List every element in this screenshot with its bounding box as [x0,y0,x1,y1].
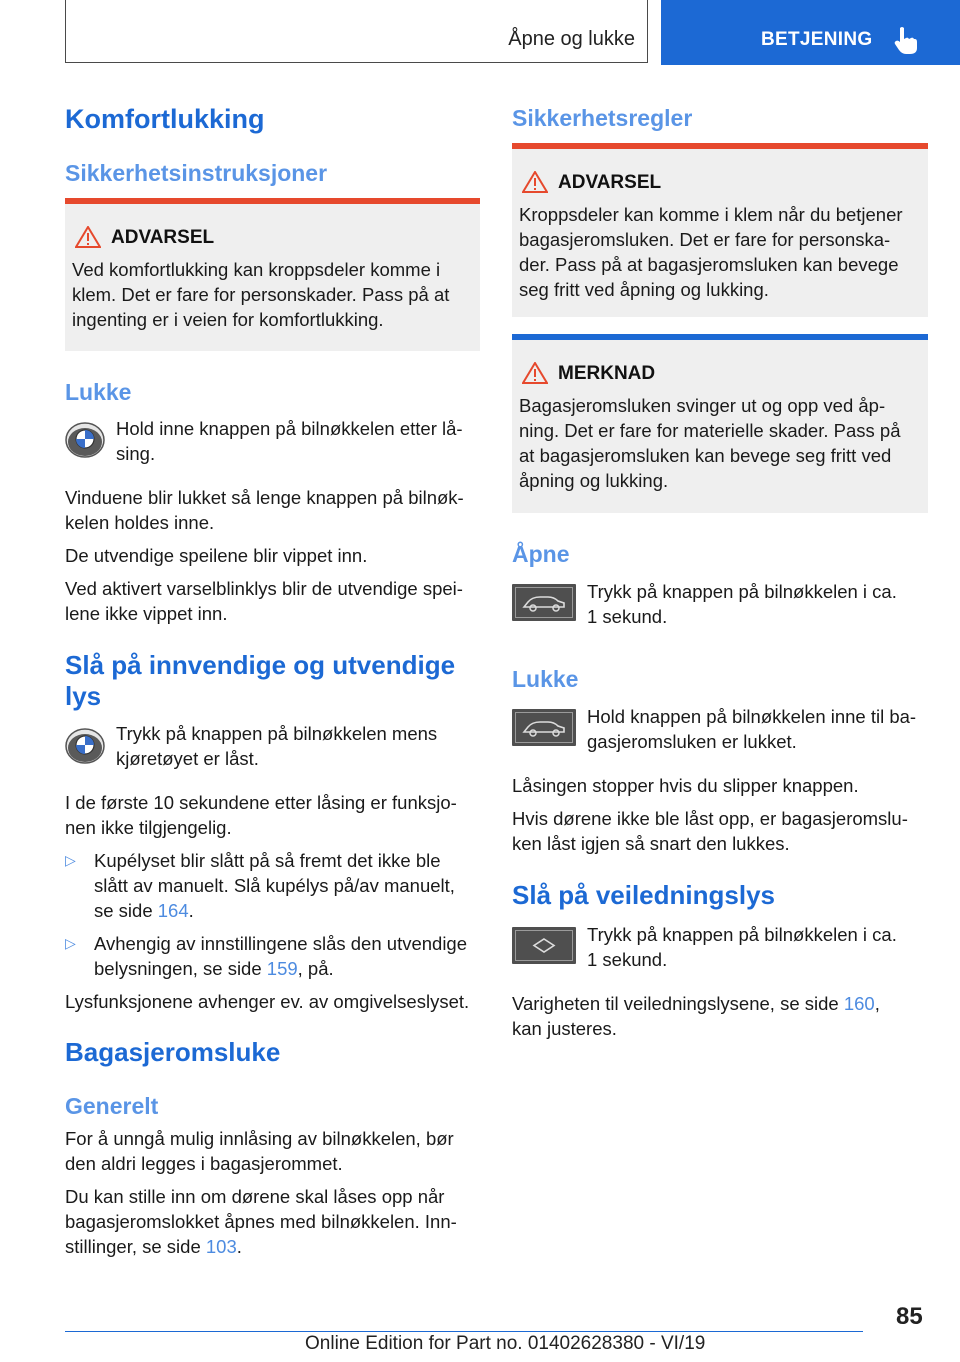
paragraph-line: kan justeres. [512,1018,617,1039]
lukke-text-line: sing. [116,443,156,464]
page-link-164[interactable]: 164 [157,900,189,921]
paragraph-line: Låsingen stopper hvis du slipper knappen. [512,775,859,796]
heading-generelt: Generelt [65,1093,159,1119]
warning-text-line: Kroppsdeler kan komme i klem når du betjener [519,204,903,225]
warning-text-line: bagasjeromsluken. Det er fare for personska- [519,229,891,250]
note-text-line: Bagasjeromsluken svinger ut og opp ved åp- [519,395,886,416]
bullet-triangle-icon: ▷ [65,852,76,868]
section-title: Åpne og lukke [508,28,635,50]
warning-text-line: klem. Det er fare for personskader. Pass på at [72,284,450,305]
trunk-key-button-icon [512,709,576,746]
note-bar [512,334,928,340]
heading-slaa-paa-lys: Slå på innvendige og utvendige [65,650,456,680]
note-text-line: at bagasjeromsluken kan bevege seg fritt ved [519,445,892,466]
page-link-159[interactable]: 159 [266,958,298,979]
paragraph-line: ken låst igjen så snart den lukkes. [512,833,790,854]
paragraph-line: I de første 10 sekundene etter låsing er funksjo- [65,792,457,813]
paragraph-line: kelen holdes inne. [65,512,215,533]
page-number: 85 [896,1303,923,1330]
paragraph-line: Varigheten til veiledningslysene, se side 160, [512,993,880,1014]
paragraph-line: Vinduene blir lukket så lenge knappen på bilnøk- [65,487,464,508]
apne-text-line: Trykk på knappen på bilnøkkelen i ca. [587,581,897,602]
heading-lukke-bagasje: Lukke [512,666,579,692]
slaa-text-line: kjøretøyet er låst. [116,748,259,769]
warning-text-line: seg fritt ved åpning og lukking. [519,279,769,300]
veiledning-text-line: 1 sekund. [587,949,668,970]
warning-triangle-icon [522,171,548,193]
bullet-text-line: Kupélyset blir slått på så fremt det ikke ble [94,850,441,871]
note-text-line: åpning og lukking. [519,470,669,491]
bullet-text-line: belysningen, se side 159, på. [94,958,334,979]
paragraph-line: Hvis dørene ikke ble låst opp, er bagasjeromslu- [512,808,908,829]
paragraph-line: bagasjeromslokket åpnes med bilnøkkelen. Inn- [65,1211,457,1232]
heading-sikkerhetsregler: Sikkerhetsregler [512,105,693,131]
heading-sikkerhetsinstruksjoner: Sikkerhetsinstruksjoner [65,160,328,186]
warning-title: ADVARSEL [111,227,215,248]
car-trunk-icon [522,593,566,613]
footer-edition: Online Edition for Part no. 01402628380 - VI/19 [305,1333,706,1354]
note-box [512,334,928,513]
bullet-text-line: Avhengig av innstillingene slås den utvendige [94,933,468,954]
chapter-tab-label: BETJENING [761,29,873,50]
note-title: MERKNAD [558,363,656,384]
page-link-103[interactable]: 103 [205,1236,237,1257]
heading-lukke: Lukke [65,379,132,405]
warning-box [512,143,928,317]
trunk-key-button-icon [512,584,576,621]
paragraph-line: Du kan stille inn om dørene skal låses opp når [65,1186,445,1207]
apne-text-line: 1 sekund. [587,606,668,627]
guide-light-key-button-icon [512,927,576,964]
bmw-key-icon [65,420,105,460]
warning-triangle-icon [75,226,101,248]
lukke-text-line: Hold inne knappen på bilnøkkelen etter lå- [116,418,463,439]
bullet-text-line: slått av manuelt. Slå kupélys på/av manuelt, [94,875,455,896]
page-link-160[interactable]: 160 [843,993,875,1014]
warning-bar [65,198,480,204]
note-text-line: ning. Det er fare for materielle skader. Pass på [519,420,901,441]
paragraph-line: stillinger, se side 103. [65,1236,242,1257]
bullet-triangle-icon: ▷ [65,935,76,951]
paragraph-line: For å unngå mulig innlåsing av bilnøkkelen, bør [65,1128,454,1149]
warning-title: ADVARSEL [558,172,662,193]
warning-triangle-icon [522,362,548,384]
veiledning-text-line: Trykk på knappen på bilnøkkelen i ca. [587,924,897,945]
hand-pointer-icon [893,26,919,56]
lukke-bagasje-text-line: gasjeromsluken er lukket. [587,731,797,752]
heading-apne: Åpne [512,541,570,567]
header-section-box [65,0,648,63]
car-trunk-icon [522,718,566,738]
diamond-icon [532,937,556,954]
bullet-text-line: se side 164. [94,900,194,921]
lukke-bagasje-text-line: Hold knappen på bilnøkkelen inne til ba- [587,706,917,727]
warning-text-line: Ved komfortlukking kan kroppsdeler komme i [72,259,441,280]
paragraph-line: Lysfunksjonene avhenger ev. av omgivelseslyset. [65,991,470,1012]
warning-box [65,198,480,351]
footer-divider [65,1331,863,1332]
heading-slaa-paa-lys-cont: lys [65,681,102,711]
heading-komfortlukking: Komfortlukking [65,104,265,134]
heading-veiledningslys: Slå på veiledningslys [512,880,775,910]
warning-bar [512,143,928,149]
paragraph-line: nen ikke tilgjengelig. [65,817,232,838]
paragraph-line: Ved aktivert varselblinklys blir de utvendige spei- [65,578,463,599]
warning-text-line: ingenting er i veien for komfortlukking. [72,309,384,330]
bmw-key-icon [65,726,105,766]
paragraph-line: lene ikke vippet inn. [65,603,228,624]
warning-text-line: der. Pass på at bagasjeromsluken kan bevege [519,254,899,275]
heading-bagasjeromsluke: Bagasjeromsluke [65,1037,281,1067]
slaa-text-line: Trykk på knappen på bilnøkkelen mens [116,723,438,744]
paragraph-line: den aldri legges i bagasjerommet. [65,1153,343,1174]
paragraph-line: De utvendige speilene blir vippet inn. [65,545,368,566]
chapter-tab[interactable] [661,0,960,65]
